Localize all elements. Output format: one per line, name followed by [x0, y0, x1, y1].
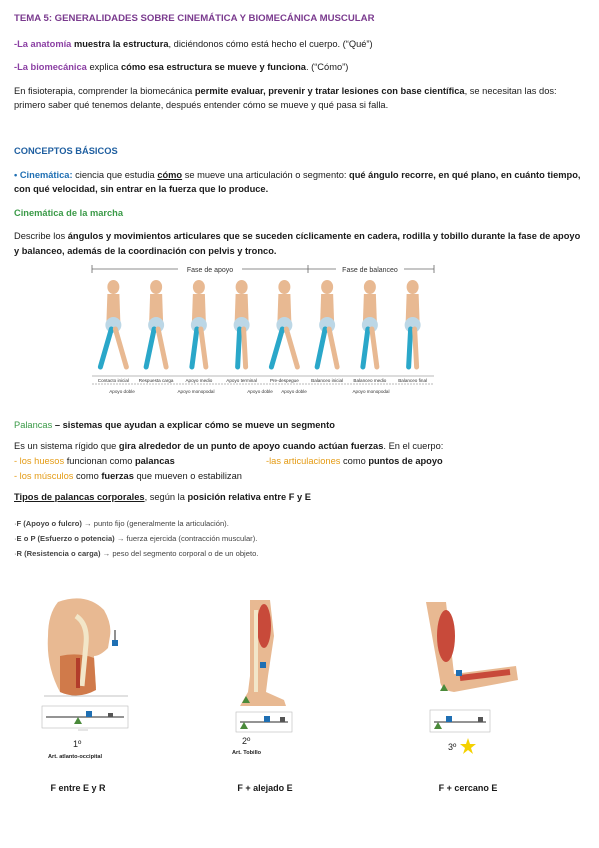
articulaciones-strong: puntos de apoyo	[368, 455, 443, 466]
lever-figure-second-class	[226, 596, 302, 760]
fig1-sub: Art. atlanto-occipital	[48, 754, 103, 760]
gait-support-label: Apoyo monopodal	[352, 389, 390, 394]
musculos-a: como	[73, 470, 102, 481]
lever-definitions	[14, 517, 258, 561]
walker-figure	[146, 280, 166, 367]
tipos-a: , según la	[144, 492, 188, 503]
gait-phase-label: Apoyo medio	[185, 378, 213, 383]
musculos-lead: - los músculos	[14, 470, 74, 481]
gait-phase-label: Contacto inicial	[97, 378, 129, 383]
fig3-num: 3º	[448, 742, 457, 752]
huesos-line	[14, 454, 586, 469]
gait-support-label: Apoyo doble	[109, 389, 135, 394]
biomecanica-strong: cómo esa estructura se mueve y funciona	[120, 62, 306, 73]
fig2-sub: Art. Tobillo	[232, 750, 262, 756]
anatomia-strong: muestra la estructura	[73, 38, 169, 49]
gait-phase-label: Pre-despegue	[269, 378, 299, 383]
sistema-a: Es un sistema rígido que	[14, 441, 119, 452]
gait-support-label: Apoyo monopodal	[177, 389, 215, 394]
sistema-b: . En el cuerpo:	[383, 441, 444, 452]
articulaciones-lead: -las articulaciones	[266, 455, 341, 466]
fig2-caption: F + alejado E	[237, 783, 293, 793]
walker-figure	[317, 280, 337, 367]
musculos-strong: fuerzas	[101, 470, 134, 481]
lever-figure-first-class	[38, 596, 134, 764]
walker-figure	[234, 280, 250, 367]
palancas-rest: – sistemas que ayudan a explicar cómo se mueve un segmento	[52, 420, 335, 430]
walker-figure	[191, 280, 207, 367]
fig1-caption: F entre E y R	[50, 783, 106, 793]
marcha-paragraph	[14, 229, 586, 258]
phase-apoyo-label: Fase de apoyo	[186, 267, 234, 274]
walker-figure	[405, 280, 421, 367]
huesos-a: funcionan como	[64, 455, 135, 466]
palancas-lead: Palancas	[14, 420, 53, 430]
fig1-num: 1º	[73, 739, 82, 749]
fisio-strong: permite evaluar, prevenir y tratar lesiones con base científica	[194, 85, 465, 96]
marcha-strong: ángulos y movimientos articulares que se suceden cíclicamente en cadera, rodilla y tobillo durante la fase de apoyo y balanceo, además de la coordinación con pelvis y tronco.	[14, 231, 581, 256]
lever-f-rest: → punto fijo (generalmente la articulación).	[81, 519, 229, 528]
tipos-u: Tipos de palancas corporales	[14, 492, 145, 503]
articulaciones-line	[266, 454, 443, 468]
walker-figure	[100, 280, 126, 367]
lever-f: ·F (Apoyo o fulcro) → punto fijo (generalmente la articulación).	[14, 519, 229, 528]
palancas-block	[14, 418, 586, 505]
lever-e-bold: E o P (Esfuerzo o potencia)	[16, 533, 115, 543]
biomecanica-rest: . (“Cómo”)	[305, 62, 349, 73]
fisio-paragraph	[14, 84, 586, 113]
huesos-lead: - los huesos	[14, 455, 65, 466]
tipos-heading	[14, 490, 586, 504]
phase-balanceo-label: Fase de balanceo	[342, 267, 398, 274]
musculos-line	[14, 469, 586, 483]
fisio-b: , se necesitan las dos: primero saber qué tenemos delante, después entender cómo se mueve y qué pasa si falla.	[14, 85, 557, 111]
walker-figure	[271, 280, 297, 367]
palancas-heading	[14, 418, 586, 432]
sistema-paragraph	[14, 439, 586, 453]
cinematica-paragraph	[14, 168, 586, 197]
lever-f-bold: F (Apoyo o fulcro)	[16, 519, 82, 528]
cinematica-strong: qué ángulo recorre, en qué plano, en cuánto tiempo, con qué velocidad, sin entrar en la fuerza que lo produce.	[14, 169, 581, 195]
cinematica-como: cómo	[157, 169, 183, 180]
lever-e: ·E o P (Esfuerzo o potencia) → fuerza ejercida (contracción muscular).	[14, 533, 258, 543]
biomecanica-paragraph	[14, 60, 586, 74]
musculos-b: que mueven o estabilizan	[133, 470, 242, 481]
conceptos-heading: CONCEPTOS BÁSICOS	[14, 146, 118, 157]
lever-figure-third-class	[420, 596, 520, 760]
fig3-caption: F + cercano E	[438, 783, 498, 793]
lever-r-bold: R (Resistencia o carga)	[16, 548, 101, 558]
gait-phase-label: Balanceo inicial	[311, 378, 344, 383]
fisio-a: En fisioterapia, comprender la biomecánica	[14, 85, 195, 96]
anatomia-rest: , diciéndonos cómo está hecho el cuerpo. (“Qué”)	[168, 38, 373, 49]
marcha-heading: Cinemática de la marcha	[14, 207, 124, 218]
page-title: TEMA 5: GENERALIDADES SOBRE CINEMÁTICA Y BIOMECÁNICA MUSCULAR	[14, 13, 375, 24]
articulaciones-a: como	[340, 455, 369, 466]
anatomia-paragraph	[14, 37, 586, 51]
gait-phase-label: Respuesta carga	[138, 378, 174, 383]
gait-cycle-figure	[90, 263, 436, 399]
gait-support-label: Apoyo doble	[247, 389, 273, 394]
gait-support-label: Apoyo doble	[281, 389, 307, 394]
star-icon	[460, 738, 476, 754]
gait-phase-label: Apoyo terminal	[226, 378, 257, 383]
walker-figure	[362, 280, 378, 367]
huesos-strong: palancas	[134, 455, 175, 466]
biomecanica-lead: -La biomecánica	[14, 62, 87, 73]
tipos-strong: posición relativa entre F y E	[187, 492, 311, 503]
lever-e-rest: → fuerza ejercida (contracción muscular).	[114, 533, 258, 543]
gait-phase-label: Balanceo medio	[353, 378, 387, 383]
cinematica-bullet: • Cinemática:	[14, 169, 73, 180]
sistema-strong: gira alrededor de un punto de apoyo cuando actúan fuerzas	[118, 441, 384, 452]
gait-phase-label: Balanceo final	[398, 378, 428, 383]
fig2-num: 2º	[242, 736, 251, 746]
anatomia-lead: -La anatomía	[14, 38, 72, 49]
marcha-a: Describe los	[14, 231, 68, 242]
cinematica-b: se mueve una articulación o segmento:	[182, 169, 350, 180]
lever-r-rest: → peso del segmento corporal o de un objeto.	[100, 548, 259, 558]
document-page	[14, 12, 586, 267]
lever-r: ·R (Resistencia o carga) → peso del segmento corporal o de un objeto.	[14, 548, 259, 558]
biomecanica-plain: explica	[86, 62, 121, 73]
cinematica-a: ciencia que estudia	[72, 169, 158, 180]
